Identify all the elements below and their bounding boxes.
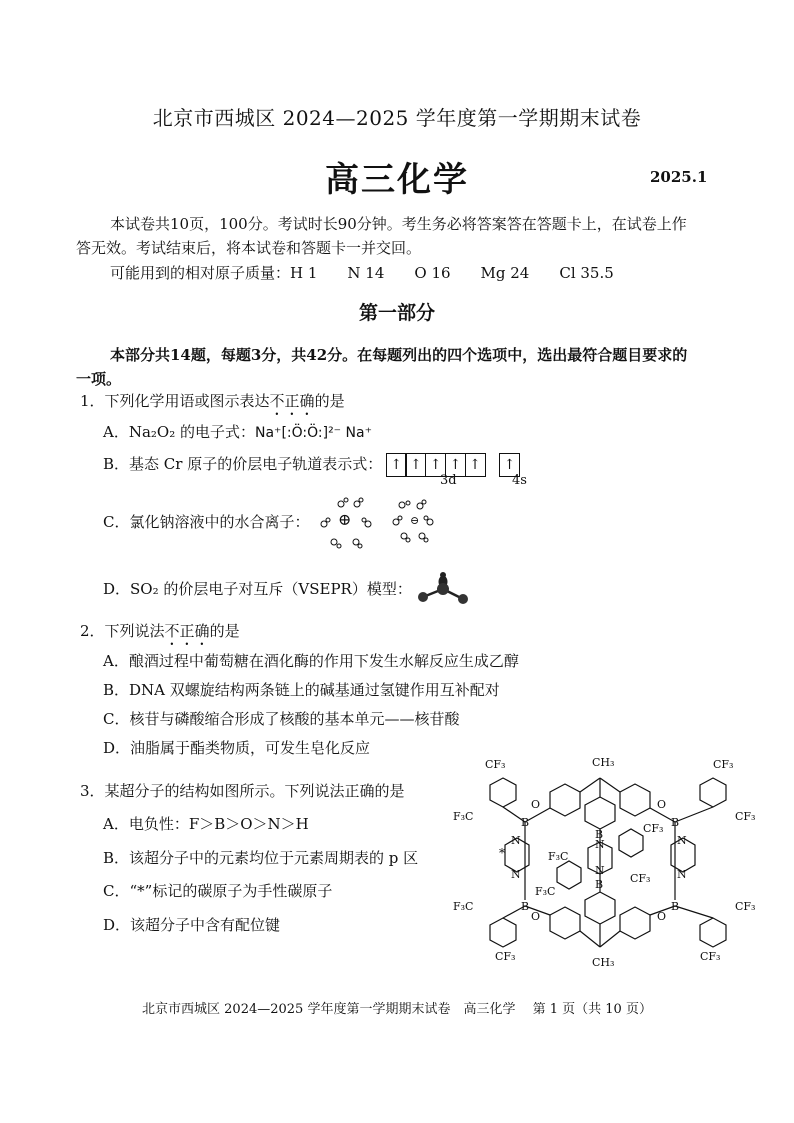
instructions-line2: 答无效。考试结束后，将本试卷和答题卡一并交回。 xyxy=(76,239,422,257)
supramolecule-skeleton xyxy=(445,750,775,975)
hydrated-ions-figure xyxy=(312,496,442,552)
atomic-masses: 可能用到的相对原子质量：H 1 N 14 O 16 Mg 24 Cl 35.5 xyxy=(110,264,614,282)
supramolecule-figure xyxy=(445,750,775,975)
boron-label-bl: B xyxy=(521,900,530,913)
q1-stem-emphasis: 不正确 xyxy=(269,392,315,410)
q1-stem xyxy=(80,389,345,419)
oxygen-label-1: O xyxy=(531,798,541,811)
boron-label-cb: B xyxy=(595,878,604,891)
chiral-star-marker: * xyxy=(499,846,505,860)
q2-stem-suffix: 的是 xyxy=(209,622,240,640)
cf3-label-r1: CF₃ xyxy=(735,810,756,823)
orbital-3d-3: ↑ xyxy=(425,453,446,477)
boron-label-br: B xyxy=(671,900,680,913)
page-footer: 北京市西城区 2024—2025 学年度第一学期期末试卷 高三化学 第 1 页（共 10 页） xyxy=(142,1002,652,1017)
q1-option-a xyxy=(103,420,372,445)
q1-option-b xyxy=(103,452,520,477)
cf3-label-inner2: CF₃ xyxy=(630,872,651,885)
q2-stem-prefix: 2．下列说法 xyxy=(80,622,165,640)
q2-option-d: D．油脂属于酯类物质，可发生皂化反应 xyxy=(103,739,371,757)
boron-label-tr: B xyxy=(671,816,680,829)
part-intro-line1: 本部分共14题，每题3分，共42分。在每题列出的四个选项中，选出最符合题目要求的 xyxy=(110,346,688,364)
orbital-4s-label: 4s xyxy=(512,473,527,488)
subject-title: 高三化学 xyxy=(325,160,469,200)
cf3-label-bl: CF₃ xyxy=(495,950,516,963)
q3-option-a: A．电负性：F＞B＞O＞N＞H xyxy=(103,815,309,833)
orbital-4s: ↑ xyxy=(499,453,520,477)
q1-stem-suffix: 的是 xyxy=(314,392,345,410)
sodium-ion-symbol: ⊕ xyxy=(338,510,352,529)
q2-option-b: B．DNA 双螺旋结构两条链上的碱基通过氢键作用互补配对 xyxy=(103,681,500,699)
exam-date: 2025.1 xyxy=(650,168,708,186)
oxygen-label-2: O xyxy=(657,798,667,811)
q3-option-c: C．“*”标记的碳原子为手性碳原子 xyxy=(103,882,333,900)
ch3-label-bottom: CH₃ xyxy=(592,956,615,969)
f3c-label-l1: F₃C xyxy=(453,810,474,823)
orbital-3d-1: ↑ xyxy=(386,453,407,477)
instructions-line1: 本试卷共10页，100分。考试时长90分钟。考生务必将答案答在答题卡上，在试卷上作 xyxy=(110,215,687,233)
q3-stem: 3．某超分子的结构如图所示。下列说法正确的是 xyxy=(80,782,405,800)
nitrogen-label-l1: N xyxy=(511,834,521,847)
q1-a-formula: Na⁺[:Ö:Ö:]²⁻ Na⁺ xyxy=(255,425,372,441)
boron-label-ct: B xyxy=(595,828,604,841)
q1-option-c: C．氯化钠溶液中的水合离子： xyxy=(103,513,310,531)
q2-option-c: C．核苷与磷酸缩合形成了核酸的基本单元——核苷酸 xyxy=(103,710,460,728)
nitrogen-label-c2: N xyxy=(595,864,605,877)
oxygen-label-3: O xyxy=(531,910,541,923)
q1-a-label: A．Na₂O₂ 的电子式： xyxy=(103,423,255,441)
oxygen-label-4: O xyxy=(657,910,667,923)
orbital-3d-5: ↑ xyxy=(465,453,486,477)
cf3-label-inner1: CF₃ xyxy=(643,822,664,835)
nitrogen-label-c1: N xyxy=(595,838,605,851)
chloride-ion-symbol: ⊖ xyxy=(410,514,420,527)
q3-option-d: D．该超分子中含有配位键 xyxy=(103,916,281,934)
q3-option-b: B．该超分子中的元素均位于元素周期表的 p 区 xyxy=(103,849,419,867)
boron-label-tl: B xyxy=(521,816,530,829)
nitrogen-label-l2: N xyxy=(511,868,521,881)
q1-stem-prefix: 1．下列化学用语或图示表达 xyxy=(80,392,270,410)
ch3-label-top: CH₃ xyxy=(592,756,615,769)
q2-stem-emphasis: 不正确 xyxy=(164,622,210,640)
f3c-label-inner1: F₃C xyxy=(548,850,569,863)
f3c-label-inner2: F₃C xyxy=(535,885,556,898)
orbital-3d-label: 3d xyxy=(440,473,457,488)
nitrogen-label-r2: N xyxy=(677,868,687,881)
exam-title: 北京市西城区 2024—2025 学年度第一学期期末试卷 xyxy=(152,106,642,130)
q1-b-label: B．基态 Cr 原子的价层电子轨道表示式： xyxy=(103,455,383,473)
orbital-3d-2: ↑ xyxy=(405,453,426,477)
q2-option-a: A．酿酒过程中葡萄糖在酒化酶的作用下发生水解反应生成乙醇 xyxy=(103,652,519,670)
cf3-label-r2: CF₃ xyxy=(735,900,756,913)
orbital-3d-box xyxy=(387,453,486,477)
f3c-label-l2: F₃C xyxy=(453,900,474,913)
cf3-label-tl: CF₃ xyxy=(485,758,506,771)
orbital-3d-4: ↑ xyxy=(445,453,466,477)
part-title: 第一部分 xyxy=(358,302,435,324)
q2-stem xyxy=(80,619,240,649)
nitrogen-label-r1: N xyxy=(677,834,687,847)
cf3-label-br: CF₃ xyxy=(700,950,721,963)
vsepr-model-figure xyxy=(415,567,471,609)
cf3-label-tr: CF₃ xyxy=(713,758,734,771)
part-intro-line2: 一项。 xyxy=(76,370,122,388)
q1-option-d: D．SO₂ 的价层电子对互斥（VSEPR）模型： xyxy=(103,580,412,598)
